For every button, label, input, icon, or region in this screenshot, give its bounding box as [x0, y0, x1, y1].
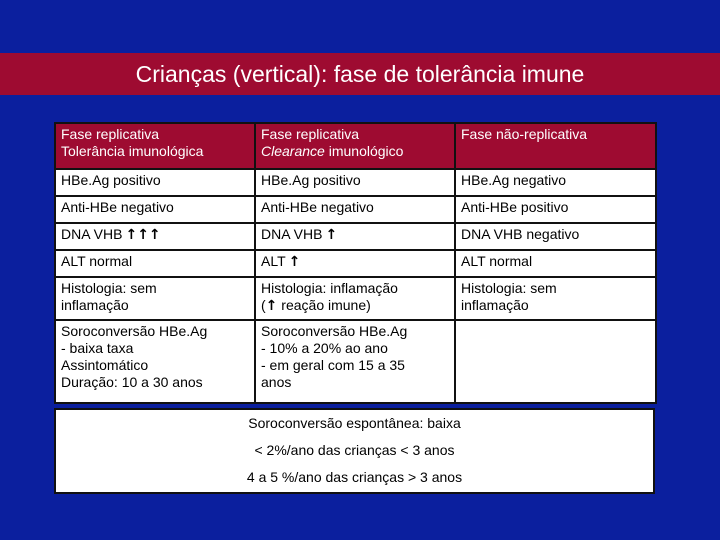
table-cell: Soroconversão HBe.Ag - 10% a 20% ao ano - em geral com 15 a 35 anos: [255, 320, 455, 403]
header-replicative-clearance: [255, 123, 455, 169]
note-line: Soroconversão espontânea: baixa: [248, 415, 461, 431]
table-cell: Anti-HBe positivo: [455, 196, 656, 223]
paren-open: (: [261, 297, 266, 313]
histology-line2: reação imune): [277, 297, 371, 313]
header-label-line2: Tolerância imunológica: [61, 143, 204, 159]
title-band: [0, 53, 720, 95]
phase-table: [54, 122, 657, 404]
histology-line1: Histologia: inflamação: [261, 280, 398, 296]
table-cell: HBe.Ag positivo: [55, 169, 255, 196]
header-label-line1: Fase replicativa: [61, 126, 160, 142]
table-cell: Anti-HBe negativo: [55, 196, 255, 223]
table-row-seroconversion: [55, 320, 656, 403]
header-label-line2: imunológico: [324, 143, 404, 159]
table-cell: Anti-HBe negativo: [255, 196, 455, 223]
up-arrow-icon: ↑: [288, 254, 301, 270]
table-header-row: [55, 123, 656, 169]
table-cell: HBe.Ag negativo: [455, 169, 656, 196]
table-cell-empty: [455, 320, 656, 403]
table-cell: ALT normal: [455, 250, 656, 277]
table-cell: [55, 223, 255, 250]
dna-label: DNA VHB: [61, 226, 123, 242]
alt-label: ALT: [261, 253, 286, 269]
table-cell: Histologia: sem inflamação: [455, 277, 656, 320]
slide-title: Crianças (vertical): fase de tolerância imune: [135, 60, 585, 87]
header-replicative-tolerance: [55, 123, 255, 169]
note-line: < 2%/ano das crianças < 3 anos: [254, 442, 455, 458]
table-row-antihbe: [55, 196, 656, 223]
table-cell: [255, 223, 455, 250]
table-cell: [255, 277, 455, 320]
header-label-line1: Fase não-replicativa: [461, 126, 588, 142]
dna-label: DNA VHB: [261, 226, 323, 242]
table-cell: Histologia: sem inflamação: [55, 277, 255, 320]
note-line: 4 a 5 %/ano das crianças > 3 anos: [246, 469, 463, 485]
header-non-replicative: [455, 123, 656, 169]
table-cell: ALT normal: [55, 250, 255, 277]
table-row-dna: [55, 223, 656, 250]
table-row-hbeag: [55, 169, 656, 196]
header-label-line1: Fase replicativa: [261, 126, 360, 142]
table-cell: DNA VHB negativo: [455, 223, 656, 250]
table-row-histology: [55, 277, 656, 320]
triple-up-arrow-icon: ↑↑↑: [125, 227, 161, 243]
up-arrow-icon: ↑: [265, 298, 278, 314]
table-cell: Soroconversão HBe.Ag - baixa taxa Assintomático Duração: 10 a 30 anos: [55, 320, 255, 403]
up-arrow-icon: ↑: [325, 227, 338, 243]
seroconversion-note: [54, 408, 655, 494]
header-italic-term: Clearance: [261, 143, 325, 159]
table-cell: [255, 250, 455, 277]
table-row-alt: [55, 250, 656, 277]
table-cell: HBe.Ag positivo: [255, 169, 455, 196]
